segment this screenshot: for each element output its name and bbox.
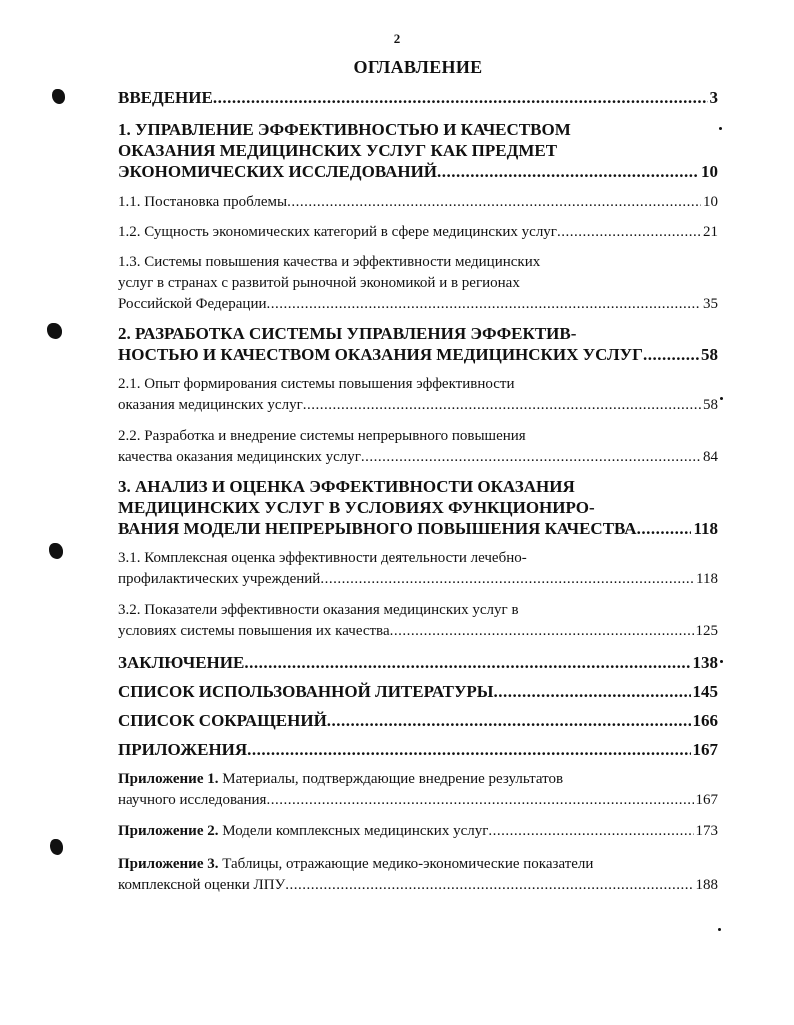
toc-entry-title: 3.1. Комплексная оценка эффективности деятельности лечебно- xyxy=(118,550,527,566)
toc-entry-introduction xyxy=(118,87,718,108)
toc-entry-section-2-1 xyxy=(118,374,718,416)
toc-entry-title: НОСТЬЮ И КАЧЕСТВОМ ОКАЗАНИЯ МЕДИЦИНСКИХ УСЛУГ xyxy=(118,345,643,364)
scan-speck xyxy=(718,928,721,931)
toc-entry-title: научного исследования xyxy=(118,792,267,808)
binder-hole-blot xyxy=(52,89,65,104)
binder-hole-blot xyxy=(50,839,63,855)
toc-entry-title: 3. АНАЛИЗ И ОЦЕНКА ЭФФЕКТИВНОСТИ ОКАЗАНИЯ xyxy=(118,477,575,496)
toc-entry-title: МЕДИЦИНСКИХ УСЛУГ В УСЛОВИЯХ ФУНКЦИОНИРО- xyxy=(118,498,595,517)
toc-entry-chapter-3 xyxy=(118,476,718,539)
toc-entry-title: ВВЕДЕНИЕ xyxy=(118,88,213,107)
toc-line xyxy=(118,497,718,518)
toc-page-number: 84 xyxy=(703,449,718,465)
dot-leader xyxy=(327,710,691,731)
appendix-label: Приложение 3. xyxy=(118,856,219,872)
toc-entry-title: 1. УПРАВЛЕНИЕ ЭФФЕКТИВНОСТЬЮ И КАЧЕСТВОМ xyxy=(118,120,571,139)
toc-line xyxy=(118,875,718,896)
toc-entry-title: профилактических учреждений xyxy=(118,571,321,587)
toc-line xyxy=(118,252,718,273)
toc-line xyxy=(118,119,718,140)
dot-leader xyxy=(494,681,691,702)
toc-entry-references xyxy=(118,681,718,702)
scan-speck xyxy=(719,127,722,130)
toc-entry-title: ПРИЛОЖЕНИЯ xyxy=(118,740,248,759)
appendix-label: Приложение 2. xyxy=(118,823,219,839)
toc-entry-section-3-1 xyxy=(118,548,718,590)
toc-entry-title: ЗАКЛЮЧЕНИЕ xyxy=(118,653,245,672)
toc-entry-section-1-1 xyxy=(118,192,718,213)
toc-entry-conclusion xyxy=(118,652,718,673)
toc-line xyxy=(118,548,718,569)
dot-leader xyxy=(303,395,701,416)
toc-entry-title: ЭКОНОМИЧЕСКИХ ИССЛЕДОВАНИЙ xyxy=(118,162,438,181)
toc-page-number: 10 xyxy=(703,194,718,210)
toc-entry-title: 3.2. Показатели эффективности оказания медицинских услуг в xyxy=(118,602,519,618)
dot-leader xyxy=(266,790,693,811)
toc-entry-title: СПИСОК СОКРАЩЕНИЙ xyxy=(118,711,327,730)
toc-line xyxy=(118,161,718,182)
toc-line xyxy=(118,790,718,811)
toc-entry-appendix-2 xyxy=(118,821,718,842)
toc-page-number: 118 xyxy=(693,519,718,538)
toc-line xyxy=(118,854,718,875)
toc-entry-title: 2.2. Разработка и внедрение системы непрерывного повышения xyxy=(118,428,526,444)
toc-entry-title: 1.3. Системы повышения качества и эффективности медицинских xyxy=(118,254,541,270)
toc-line xyxy=(118,600,718,621)
dot-leader xyxy=(488,821,693,842)
toc-entry-section-1-2 xyxy=(118,222,718,243)
dot-leader xyxy=(287,192,701,213)
toc-line xyxy=(118,374,718,395)
toc-entry-section-1-3 xyxy=(118,252,718,315)
toc-line xyxy=(118,621,718,642)
toc-page-number: 167 xyxy=(692,740,718,759)
dot-leader xyxy=(285,875,693,896)
toc-line xyxy=(118,294,718,315)
binder-hole-blot xyxy=(47,323,62,339)
toc-page-number: 125 xyxy=(695,623,718,639)
toc-entry-title: Таблицы, отражающие медико-экономические показатели xyxy=(218,856,594,872)
toc-entry-appendix-3 xyxy=(118,854,718,896)
toc-line xyxy=(118,192,718,213)
toc-entry-title: 1.1. Постановка проблемы xyxy=(118,194,288,210)
dot-leader xyxy=(267,294,701,315)
toc-line xyxy=(118,87,718,108)
toc-entry-title: 2.1. Опыт формирования системы повышения эффективности xyxy=(118,376,515,392)
toc-line xyxy=(118,476,718,497)
toc-line xyxy=(118,821,718,842)
dot-leader xyxy=(213,87,708,108)
toc-entry-title: условиях системы повышения их качества xyxy=(118,623,390,639)
scan-speck xyxy=(720,397,723,400)
toc-line xyxy=(118,222,718,243)
table-of-contents xyxy=(118,86,718,896)
toc-entry-title: Российской Федерации xyxy=(118,296,267,312)
toc-heading: ОГЛАВЛЕНИЕ xyxy=(353,57,483,77)
dot-leader xyxy=(643,344,699,365)
toc-entry-title: услуг в странах с развитой рыночной экономикой и в регионах xyxy=(118,275,520,291)
toc-page-number: 35 xyxy=(703,296,718,312)
toc-entry-section-3-2 xyxy=(118,600,718,642)
toc-page-number: 58 xyxy=(701,345,718,364)
dot-leader xyxy=(557,222,701,243)
toc-line xyxy=(118,518,718,539)
toc-entry-title: ОКАЗАНИЯ МЕДИЦИНСКИХ УСЛУГ КАК ПРЕДМЕТ xyxy=(118,141,558,160)
toc-line xyxy=(118,323,718,344)
toc-entry-title: комплексной оценки ЛПУ xyxy=(118,877,286,893)
toc-line xyxy=(118,273,718,294)
toc-page-number: 167 xyxy=(695,792,718,808)
toc-line xyxy=(118,710,718,731)
toc-entry-title: 1.2. Сущность экономических категорий в сфере медицинских услуг xyxy=(118,224,557,240)
dot-leader xyxy=(390,621,694,642)
toc-line xyxy=(118,140,718,161)
toc-entry-title: 2. РАЗРАБОТКА СИСТЕМЫ УПРАВЛЕНИЯ ЭФФЕКТИВ- xyxy=(118,324,577,343)
toc-page-number: 21 xyxy=(703,224,718,240)
dot-leader xyxy=(437,161,699,182)
dot-leader xyxy=(637,518,692,539)
toc-entry-title: качества оказания медицинских услуг xyxy=(118,449,361,465)
toc-line xyxy=(118,739,718,760)
dot-leader xyxy=(247,739,690,760)
toc-entry-abbreviations xyxy=(118,710,718,731)
dot-leader xyxy=(320,569,694,590)
toc-line xyxy=(118,769,718,790)
toc-line xyxy=(118,447,718,468)
binder-hole-blot xyxy=(49,543,63,559)
appendix-label: Приложение 1. xyxy=(118,771,219,787)
toc-line xyxy=(118,681,718,702)
toc-page-number: 188 xyxy=(695,877,718,893)
toc-line xyxy=(118,344,718,365)
toc-entry-title: Модели комплексных медицинских услуг xyxy=(218,823,489,839)
toc-page-number: 3 xyxy=(709,88,718,107)
toc-entry-title: Материалы, подтверждающие внедрение результатов xyxy=(218,771,564,787)
toc-page-number: 173 xyxy=(695,823,718,839)
toc-page-number: 58 xyxy=(703,397,718,413)
toc-entry-appendices xyxy=(118,739,718,760)
toc-line xyxy=(118,426,718,447)
toc-page-number: 10 xyxy=(701,162,718,181)
dot-leader xyxy=(361,447,701,468)
toc-entry-title: ВАНИЯ МОДЕЛИ НЕПРЕРЫВНОГО ПОВЫШЕНИЯ КАЧЕСТВА xyxy=(118,519,637,538)
toc-line xyxy=(118,569,718,590)
toc-page-number: 166 xyxy=(692,711,718,730)
toc-entry-section-2-2 xyxy=(118,426,718,468)
toc-entry-title: СПИСОК ИСПОЛЬЗОВАННОЙ ЛИТЕРАТУРЫ xyxy=(118,682,494,701)
toc-page-number: 118 xyxy=(696,571,718,587)
toc-entry-chapter-1 xyxy=(118,119,718,182)
scan-speck xyxy=(720,660,723,663)
toc-line xyxy=(118,652,718,673)
toc-page-number: 145 xyxy=(692,682,718,701)
toc-entry-chapter-2 xyxy=(118,323,718,365)
toc-line xyxy=(118,395,718,416)
dot-leader xyxy=(244,652,690,673)
toc-entry-appendix-1 xyxy=(118,769,718,811)
page-number: 2 xyxy=(393,31,401,46)
toc-entry-title: оказания медицинских услуг xyxy=(118,397,303,413)
toc-page-number: 138 xyxy=(692,653,718,672)
